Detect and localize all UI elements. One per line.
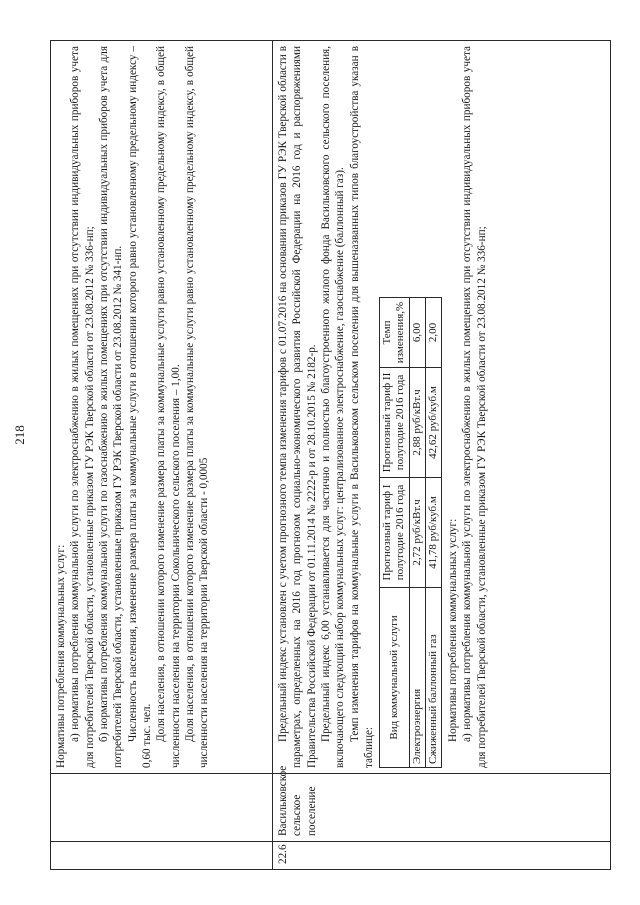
paragraph: Численность населения, изменение размера платы за коммунальные услуги в отношении которого равно установленному предельному индексу – 0,60 тыс. чел.	[126, 46, 153, 768]
paragraph: а) нормативы потребления коммунальной услуги по электроснабжению в жилых помещениях при отсутствии индивидуальных приборов учета для потребителей Тверской области, установленные приказом ГУ РЭК Тверской области от 23.08.2012 № 336-нп;	[461, 46, 488, 768]
paragraph: Нормативы потребления коммунальных услуг:	[447, 518, 460, 742]
paragraph: Предельный индекс установлен с учетом прогнозного темпа изменения тарифов с 01.07.2016 на основании приказов ГУ РЭК Тверской области в параметрах, определенных на 2016 год прогнозом социально-экономического развития Российской Федерации на 2016 год и распоряжениями Правительства Российской Федерации от 01.11.2014 № 2222-р и от 28.10.2015 № 2182-р.	[277, 46, 318, 768]
paragraph: Предельный индекс 6,00 устанавливается для частично и полностью благоустроенного жилого фонда Васильковского сельского поселения, включающего следующий набор коммунальных услуг: централизованное электроснабжение, газоснабжение (баллонный газ).	[319, 46, 347, 768]
paragraph: Доля населения, в отношении которого изменение размера платы за коммунальные услуги равно установленному предельному индексу, в общей численности населения на территории Сокольнического сельского поселения – 1,00.	[155, 46, 182, 768]
tariff-row	[425, 298, 441, 768]
page-number-text: 218	[12, 425, 27, 445]
tariff-header-cell: Прогнозный тариф I полугодие 2016 года	[380, 478, 409, 588]
tariff-table	[379, 297, 442, 768]
page-number	[5, 420, 35, 450]
row-text	[273, 41, 611, 774]
row-text	[51, 41, 273, 774]
main-table	[50, 40, 611, 870]
paragraph: Доля населения, в отношении которого изменение размера платы за коммунальные услуги равно установленному предельному индексу, в общей численности населения на территории Тверской области - 0,0005	[183, 46, 211, 768]
row-number	[51, 842, 273, 870]
tariff-cell: 42,62 руб/куб.м	[425, 368, 441, 478]
tariff-header-cell: Прогнозный тариф II полугодие 2016 года	[380, 368, 409, 478]
tariff-cell: 2,00	[425, 298, 441, 368]
table-row	[51, 41, 273, 870]
tariff-header-cell: Темп изменения,%	[380, 298, 409, 368]
paragraph: а) нормативы потребления коммунальной услуги по электроснабжению в жилых помещениях при отсутствии индивидуальных приборов учета для потребителей Тверской области, установленные приказом ГУ РЭК Тверской области от 23.08.2012 № 336-нп;	[69, 46, 96, 768]
paragraph: Нормативы потребления коммунальных услуг:	[55, 544, 67, 768]
settlement-name: Васильковское сельское поселение	[273, 774, 611, 842]
paragraph: Темп изменения тарифов на коммунальные услуги в Васильковском сельском поселении для вышеназванных типов благоустройства указан в таблице:	[348, 46, 375, 768]
rotated-content	[50, 40, 610, 870]
tariff-cell: 41,78 руб/куб.м	[425, 478, 441, 588]
tariff-cell: Сжиженный баллонный газ	[425, 588, 441, 768]
tariff-row	[409, 298, 425, 768]
settlement-name	[51, 774, 273, 842]
table-row	[273, 41, 611, 870]
tariff-header-cell: Вид коммунальной услуги	[380, 588, 409, 768]
row-number: 22.6	[273, 842, 611, 870]
tariff-cell: 2,72 руб/кВт.ч	[409, 478, 425, 588]
paragraph: б) нормативы потребления коммунальной услуги по газоснабжению в жилых помещениях при отсутствии индивидуальных приборов учета для потребителей Тверской области, установленные приказом ГУ РЭК Тверской области от 23.08.2012 № 341-нп.	[97, 46, 125, 768]
tariff-cell: Электроэнергия	[409, 588, 425, 768]
tariff-cell: 2,88 руб/кВт.ч	[409, 368, 425, 478]
tariff-cell: 6,00	[409, 298, 425, 368]
tariff-header-row	[380, 298, 409, 768]
